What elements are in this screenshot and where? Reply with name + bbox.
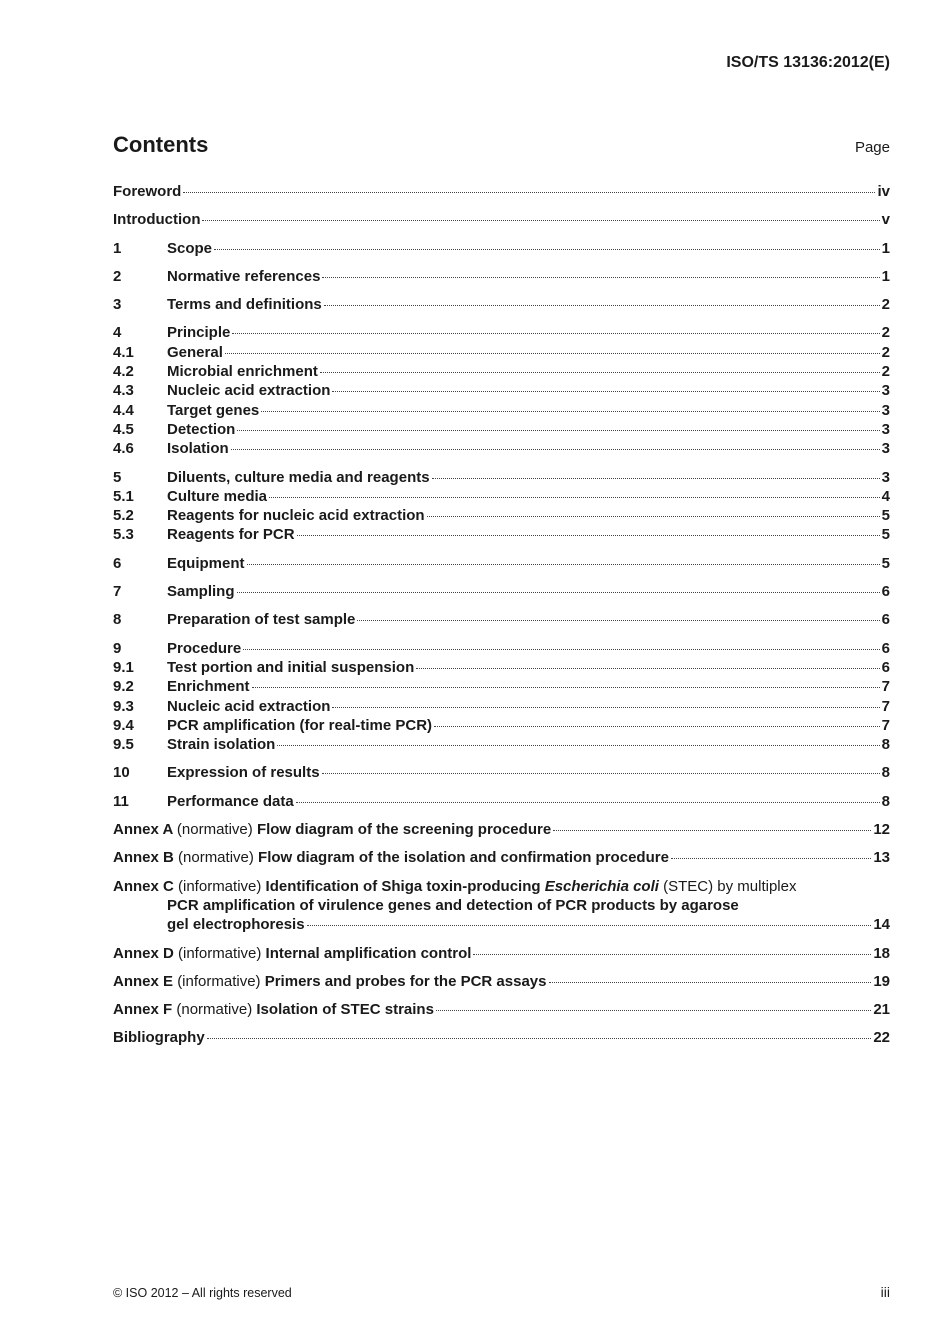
toc-page: 5 — [881, 526, 890, 544]
dot-leader — [247, 564, 880, 565]
toc-number: 6 — [113, 554, 122, 572]
dot-leader — [237, 430, 879, 431]
toc-page: 6 — [881, 583, 890, 601]
toc-number: 1 — [113, 239, 122, 257]
dot-leader — [436, 1010, 871, 1011]
toc-title: General — [167, 343, 223, 361]
toc-entry-annex-b[interactable] — [113, 848, 890, 867]
toc-title: Flow diagram of the isolation and confirmation procedure — [258, 849, 669, 867]
toc-entry-reagents-extraction[interactable] — [113, 506, 890, 525]
toc-page: 3 — [881, 440, 890, 458]
toc-entry-test-portion[interactable] — [113, 658, 890, 677]
toc-title: Identification of Shiga toxin-producing — [265, 877, 541, 895]
dot-leader — [296, 802, 880, 803]
toc-number: 5.1 — [113, 487, 134, 505]
toc-entry-detection[interactable] — [113, 420, 890, 439]
toc-page: 21 — [873, 1001, 890, 1019]
toc-number: 9.3 — [113, 697, 134, 715]
toc-entry-bibliography[interactable] — [113, 1028, 890, 1047]
toc-entry-reagents-pcr[interactable] — [113, 525, 890, 544]
toc-entry-introduction[interactable] — [113, 210, 890, 229]
toc-entry-annex-c[interactable] — [113, 877, 890, 935]
toc-title: Culture media — [167, 487, 268, 505]
toc-page: 6 — [881, 639, 890, 657]
toc-title: Procedure — [167, 639, 242, 657]
toc-title: Expression of results — [167, 764, 320, 782]
toc-number: 5 — [113, 468, 122, 486]
dot-leader — [277, 745, 879, 746]
toc-title: Preparation of test sample — [167, 611, 356, 629]
toc-entry-pcr-amplification[interactable] — [113, 716, 890, 735]
annex-type: (normative) — [178, 849, 254, 867]
toc-entry-diluents[interactable] — [113, 468, 890, 487]
toc-number: 9.1 — [113, 658, 134, 676]
toc-entry-enrichment[interactable] — [113, 677, 890, 696]
annex-label: Annex B — [113, 849, 174, 867]
toc-entry-terms-definitions[interactable] — [113, 295, 890, 314]
toc-title: Normative references — [167, 267, 321, 285]
annex-label: Annex F — [113, 1001, 173, 1019]
toc-title: Sampling — [167, 583, 235, 601]
toc-page: v — [881, 211, 890, 229]
toc-page: 2 — [881, 324, 890, 342]
toc-page: 1 — [881, 239, 890, 257]
toc-page: 2 — [881, 296, 890, 314]
toc-title: Foreword — [113, 183, 182, 200]
page-column-label: Page — [854, 139, 890, 156]
toc-entry-foreword[interactable] — [113, 182, 890, 201]
toc-title: Introduction — [113, 211, 201, 229]
toc-page: 19 — [873, 972, 890, 990]
toc-number: 11 — [113, 792, 129, 810]
dot-leader — [252, 687, 880, 688]
toc-title: Internal amplification control — [265, 944, 472, 962]
toc-page: 2 — [881, 343, 890, 361]
toc-page: 18 — [873, 944, 890, 962]
dot-leader — [549, 982, 872, 983]
toc-entry-nucleic-acid-extraction[interactable] — [113, 381, 890, 400]
toc-entry-isolation[interactable] — [113, 439, 890, 458]
toc-entry-target-genes[interactable] — [113, 401, 890, 420]
toc-page: 3 — [881, 420, 890, 438]
toc-page: 12 — [873, 821, 890, 839]
toc-title: Reagents for nucleic acid extraction — [167, 507, 425, 525]
toc-number: 3 — [113, 296, 122, 314]
toc-page: 2 — [881, 363, 890, 381]
dot-leader — [322, 773, 880, 774]
toc-entry-annex-d[interactable] — [113, 944, 890, 963]
dot-leader — [237, 592, 880, 593]
toc-title: Bibliography — [113, 1029, 205, 1047]
toc-title-part: (STEC) by multiplex — [663, 877, 797, 895]
toc-entry-scope[interactable] — [113, 239, 890, 258]
dot-leader — [332, 707, 879, 708]
toc-title: Microbial enrichment — [167, 363, 318, 381]
toc-title: PCR amplification (for real-time PCR) — [167, 716, 433, 734]
dot-leader — [232, 333, 879, 334]
dot-leader — [473, 954, 871, 955]
toc-title: Primers and probes for the PCR assays — [264, 972, 547, 990]
annex-label: Annex D — [113, 944, 174, 962]
toc-title: Flow diagram of the screening procedure — [256, 821, 552, 839]
toc-number: 4.3 — [113, 382, 134, 400]
toc-title: Reagents for PCR — [167, 526, 295, 544]
toc-title-continued: PCR amplification of virulence genes and detection of PCR products by agarose — [167, 896, 739, 914]
toc-number: 2 — [113, 267, 122, 285]
annex-type: (normative) — [176, 1001, 253, 1019]
toc-number: 5.2 — [113, 507, 134, 525]
toc-number: 4.1 — [113, 343, 134, 361]
toc-number: 10 — [113, 764, 130, 782]
dot-leader — [297, 535, 880, 536]
toc-page: 1 — [881, 267, 890, 285]
toc-page: 14 — [873, 916, 890, 934]
dot-leader — [357, 620, 879, 621]
toc-number: 9.4 — [113, 716, 134, 734]
toc-entry-equipment[interactable] — [113, 554, 890, 573]
dot-leader — [183, 192, 875, 193]
toc-entry-annex-a[interactable] — [113, 820, 890, 839]
annex-label: Annex E — [113, 972, 174, 990]
table-of-contents — [113, 182, 890, 1057]
toc-entry-preparation[interactable] — [113, 610, 890, 629]
toc-entry-sampling[interactable] — [113, 582, 890, 601]
toc-page: 6 — [881, 658, 890, 676]
toc-entry-annex-f[interactable] — [113, 1000, 890, 1019]
dot-leader — [671, 858, 871, 859]
dot-leader — [214, 249, 880, 250]
toc-title: Diluents, culture media and reagents — [167, 468, 430, 486]
annex-type: (informative) — [178, 877, 262, 895]
toc-page: 7 — [881, 716, 890, 734]
toc-entry-strain-isolation[interactable] — [113, 735, 890, 754]
toc-title: Strain isolation — [167, 736, 276, 754]
dot-leader — [243, 649, 879, 650]
dot-leader — [269, 497, 880, 498]
toc-number: 4.6 — [113, 440, 134, 458]
toc-number: 4 — [113, 324, 122, 342]
toc-number: 8 — [113, 611, 122, 629]
dot-leader — [320, 372, 880, 373]
toc-page: 8 — [881, 764, 890, 782]
toc-entry-annex-e[interactable] — [113, 972, 890, 991]
toc-number: 4.2 — [113, 363, 134, 381]
toc-entry-nucleic-acid-extraction-2[interactable] — [113, 697, 890, 716]
toc-page: 3 — [881, 401, 890, 419]
toc-number: 7 — [113, 583, 122, 601]
toc-page: 7 — [881, 697, 890, 715]
toc-title: Enrichment — [167, 678, 250, 696]
dot-leader — [553, 830, 871, 831]
toc-number: 4.5 — [113, 420, 134, 438]
toc-number: 5.3 — [113, 526, 134, 544]
toc-title: Test portion and initial suspension — [167, 658, 415, 676]
toc-page: 7 — [881, 678, 890, 696]
toc-page: 5 — [881, 554, 890, 572]
annex-label: Annex C — [113, 877, 174, 895]
toc-page: 3 — [881, 382, 890, 400]
toc-entry-principle[interactable] — [113, 323, 890, 342]
toc-title-italic: Escherichia coli — [544, 877, 659, 895]
contents-title: Contents — [113, 132, 209, 157]
toc-page: 8 — [881, 736, 890, 754]
dot-leader — [416, 668, 879, 669]
toc-page: 8 — [881, 792, 890, 810]
dot-leader — [202, 220, 879, 221]
toc-page: 6 — [881, 611, 890, 629]
contents-header — [113, 132, 890, 158]
dot-leader — [324, 305, 880, 306]
annex-type: (informative) — [177, 972, 261, 990]
toc-page: 4 — [881, 487, 890, 505]
toc-number: 9 — [113, 639, 122, 657]
document-id: ISO/TS 13136:2012(E) — [726, 54, 890, 71]
toc-title: Terms and definitions — [167, 296, 322, 314]
toc-title: Isolation — [167, 440, 229, 458]
dot-leader — [427, 516, 880, 517]
toc-number: 4.4 — [113, 401, 134, 419]
toc-title: Nucleic acid extraction — [167, 382, 331, 400]
page-footer — [113, 1284, 890, 1300]
toc-title: Equipment — [167, 554, 245, 572]
toc-entry-normative-references[interactable] — [113, 267, 890, 286]
dot-leader — [231, 449, 880, 450]
dot-leader — [207, 1038, 872, 1039]
toc-title-continued: gel electrophoresis — [167, 916, 305, 934]
dot-leader — [307, 925, 872, 926]
toc-title: Isolation of STEC strains — [256, 1001, 434, 1019]
dot-leader — [261, 411, 879, 412]
dot-leader — [322, 277, 879, 278]
toc-entry-general[interactable] — [113, 343, 890, 362]
dot-leader — [332, 391, 879, 392]
dot-leader — [432, 478, 880, 479]
toc-page: 13 — [873, 849, 890, 867]
page-number: iii — [880, 1284, 890, 1300]
toc-title: Target genes — [167, 401, 260, 419]
copyright-notice: © ISO 2012 – All rights reserved — [113, 1286, 292, 1300]
dot-leader — [225, 353, 880, 354]
toc-entry-expression-results[interactable] — [113, 763, 890, 782]
toc-page: iv — [877, 183, 890, 200]
toc-entry-performance-data[interactable] — [113, 792, 890, 811]
dot-leader — [434, 726, 880, 727]
toc-page: 22 — [873, 1029, 890, 1047]
toc-title: Principle — [167, 324, 231, 342]
toc-title: Performance data — [167, 792, 294, 810]
annex-type: (informative) — [178, 944, 262, 962]
toc-page: 3 — [881, 468, 890, 486]
toc-entry-culture-media[interactable] — [113, 487, 890, 506]
toc-page: 5 — [881, 507, 890, 525]
annex-type: (normative) — [176, 821, 253, 839]
toc-entry-microbial-enrichment[interactable] — [113, 362, 890, 381]
toc-number: 9.5 — [113, 736, 134, 754]
toc-title: Nucleic acid extraction — [167, 697, 331, 715]
toc-title: Scope — [167, 239, 213, 257]
annex-label: Annex A — [113, 821, 173, 839]
toc-number: 9.2 — [113, 678, 134, 696]
toc-title: Detection — [167, 420, 236, 438]
toc-entry-procedure[interactable] — [113, 639, 890, 658]
